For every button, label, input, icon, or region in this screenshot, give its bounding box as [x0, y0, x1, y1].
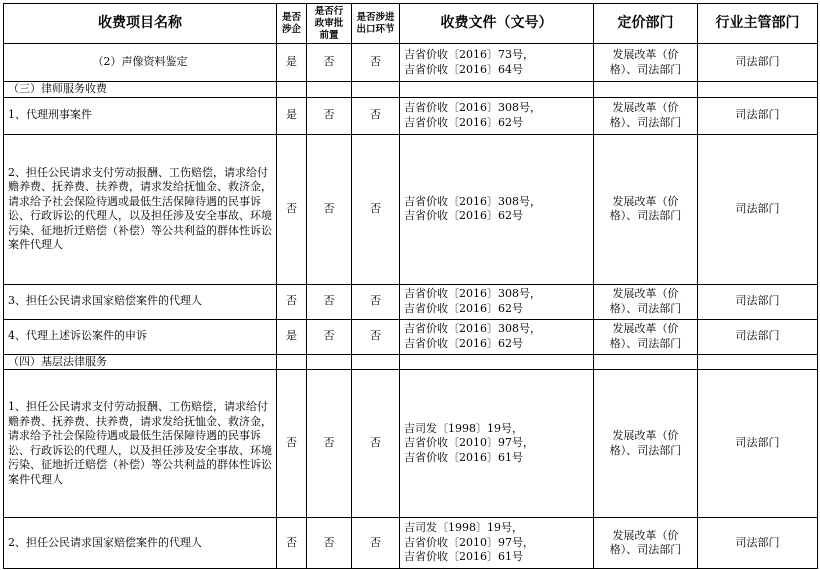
pricing-dept-line: 格）、司法部门 — [609, 543, 682, 556]
header-item-name: 收费项目名称 — [4, 4, 277, 44]
enterprise-flag: 否 — [277, 370, 307, 518]
approval-flag: 否 — [307, 134, 352, 284]
fee-table-body — [4, 44, 818, 569]
item-name: 1、代理刑事案件 — [4, 97, 277, 134]
approval-flag: 否 — [307, 370, 352, 518]
approval-flag: 否 — [307, 44, 352, 82]
pricing-dept — [594, 284, 698, 319]
pricing-dept-line: 发展改革（价 — [612, 429, 679, 442]
item-name: （2）声像资料鉴定 — [4, 44, 277, 82]
industry-dept: 司法部门 — [698, 319, 818, 354]
fee-document-line: 吉省价收〔2016〕62号 — [404, 336, 523, 350]
header-row — [4, 4, 818, 44]
pricing-dept-line: 发展改革（价 — [612, 101, 679, 114]
pricing-dept-line: 发展改革（价 — [612, 528, 679, 542]
empty-cell — [698, 82, 818, 98]
import-export-flag: 否 — [352, 319, 400, 354]
pricing-dept — [594, 370, 698, 518]
pricing-dept — [594, 97, 698, 134]
fee-document-line: 吉司发〔1998〕19号， — [404, 421, 523, 435]
pricing-dept-line: 发展改革（价 — [612, 48, 679, 61]
enterprise-flag: 否 — [277, 134, 307, 284]
fee-document-line: 吉省价收〔2016〕62号 — [404, 115, 523, 129]
pricing-dept — [594, 134, 698, 284]
empty-cell — [307, 354, 352, 370]
pricing-dept — [594, 518, 698, 569]
item-name: 2、担任公民请求国家赔偿案件的代理人 — [4, 518, 277, 569]
enterprise-flag: 是 — [277, 44, 307, 82]
approval-flag: 否 — [307, 284, 352, 319]
fee-documents — [400, 370, 594, 518]
item-name: 4、代理上述诉讼案件的申诉 — [4, 319, 277, 354]
fee-table — [3, 3, 818, 569]
approval-flag: 否 — [307, 319, 352, 354]
industry-dept: 司法部门 — [698, 97, 818, 134]
pricing-dept-line: 格）、司法部门 — [609, 62, 682, 76]
import-export-flag: 否 — [352, 370, 400, 518]
industry-dept: 司法部门 — [698, 44, 818, 82]
empty-cell — [277, 354, 307, 370]
table-row — [4, 319, 818, 354]
header-industry-dept: 行业主管部门 — [698, 4, 818, 44]
fee-document-line: 吉司发〔1998〕19号， — [404, 521, 523, 535]
fee-document-line: 吉省价收〔2016〕61号 — [404, 550, 523, 564]
header-import-export: 是否涉进出口环节 — [352, 4, 400, 44]
pricing-dept — [594, 44, 698, 82]
pricing-dept-line: 格）、司法部门 — [609, 443, 682, 457]
fee-documents — [400, 518, 594, 569]
import-export-flag: 否 — [352, 97, 400, 134]
enterprise-flag: 否 — [277, 518, 307, 569]
approval-flag: 否 — [307, 518, 352, 569]
fee-document-line: 吉省价收〔2010〕97号， — [404, 535, 534, 549]
import-export-flag: 否 — [352, 134, 400, 284]
empty-cell — [277, 82, 307, 98]
empty-cell — [594, 354, 698, 370]
fee-document-line: 吉省价收〔2016〕62号 — [404, 301, 523, 315]
fee-documents — [400, 284, 594, 319]
empty-cell — [307, 82, 352, 98]
fee-documents — [400, 97, 594, 134]
table-row — [4, 97, 818, 134]
pricing-dept-line: 发展改革（价 — [612, 322, 679, 335]
pricing-dept-line: 格）、司法部门 — [609, 336, 682, 350]
item-name: 1、担任公民请求支付劳动报酬、工伤赔偿，请求给付赡养费、抚养费、扶养费，请求发给抚恤金、救济金，请求给予社会保险待遇或最低生活保障待遇的民事诉讼、行政诉讼的代理人，以及担任涉及安全事故、环境污染、征地折迁赔偿（补偿）等公共利益的群体性诉讼案件代理人 — [4, 370, 277, 518]
enterprise-flag: 是 — [277, 97, 307, 134]
empty-cell — [698, 354, 818, 370]
fee-document-line: 吉省价收〔2016〕62号 — [404, 209, 523, 222]
section-row — [4, 82, 818, 98]
table-row — [4, 370, 818, 518]
empty-cell — [352, 82, 400, 98]
empty-cell — [400, 354, 594, 370]
fee-document-line: 吉省价收〔2016〕61号 — [404, 450, 523, 464]
fee-documents — [400, 134, 594, 284]
pricing-dept-line: 格）、司法部门 — [609, 301, 682, 315]
enterprise-flag: 否 — [277, 284, 307, 319]
fee-document-line: 吉省价收〔2016〕308号， — [404, 322, 541, 335]
table-row — [4, 44, 818, 82]
enterprise-flag: 是 — [277, 319, 307, 354]
table-row — [4, 134, 818, 284]
approval-flag: 否 — [307, 97, 352, 134]
header-enterprise-related: 是否涉企 — [277, 4, 307, 44]
table-row — [4, 284, 818, 319]
header-admin-approval: 是否行政审批前置 — [307, 4, 352, 44]
pricing-dept-line: 发展改革（价 — [612, 287, 679, 300]
fee-document-line: 吉省价收〔2010〕97号， — [404, 436, 534, 450]
table-row — [4, 518, 818, 569]
industry-dept: 司法部门 — [698, 370, 818, 518]
header-fee-document: 收费文件（文号） — [400, 4, 594, 44]
fee-document-line: 吉省价收〔2016〕64号 — [404, 62, 523, 76]
item-name: 3、担任公民请求国家赔偿案件的代理人 — [4, 284, 277, 319]
empty-cell — [594, 82, 698, 98]
header-pricing-dept: 定价部门 — [594, 4, 698, 44]
industry-dept: 司法部门 — [698, 284, 818, 319]
fee-document-line: 吉省价收〔2016〕308号， — [404, 287, 541, 300]
import-export-flag: 否 — [352, 518, 400, 569]
pricing-dept-line: 格）、司法部门 — [609, 115, 682, 129]
fee-document-line: 吉省价收〔2016〕73号， — [404, 48, 534, 61]
item-name: 2、担任公民请求支付劳动报酬、工伤赔偿，请求给付赡养费、抚养费、扶养费，请求发给抚恤金、救济金，请求给予社会保险待遇或最低生活保障待遇的民事诉讼、行政诉讼的代理人，以及担任涉及安全事故、环境污染、征地折迁赔偿（补偿）等公共利益的群体性诉讼案件代理人 — [4, 134, 277, 284]
section-title: （四）基层法律服务 — [4, 354, 277, 370]
fee-documents — [400, 319, 594, 354]
empty-cell — [400, 82, 594, 98]
import-export-flag: 否 — [352, 284, 400, 319]
pricing-dept — [594, 319, 698, 354]
fee-document-line: 吉省价收〔2016〕308号， — [404, 194, 541, 208]
import-export-flag: 否 — [352, 44, 400, 82]
section-row — [4, 354, 818, 370]
fee-document-line: 吉省价收〔2016〕308号， — [404, 101, 541, 114]
pricing-dept-line: 发展改革（价 — [612, 194, 679, 208]
pricing-dept-line: 格）、司法部门 — [609, 209, 682, 222]
fee-documents — [400, 44, 594, 82]
fee-table-container — [3, 3, 817, 569]
empty-cell — [352, 354, 400, 370]
industry-dept: 司法部门 — [698, 134, 818, 284]
section-title: （三）律师服务收费 — [4, 82, 277, 98]
industry-dept: 司法部门 — [698, 518, 818, 569]
